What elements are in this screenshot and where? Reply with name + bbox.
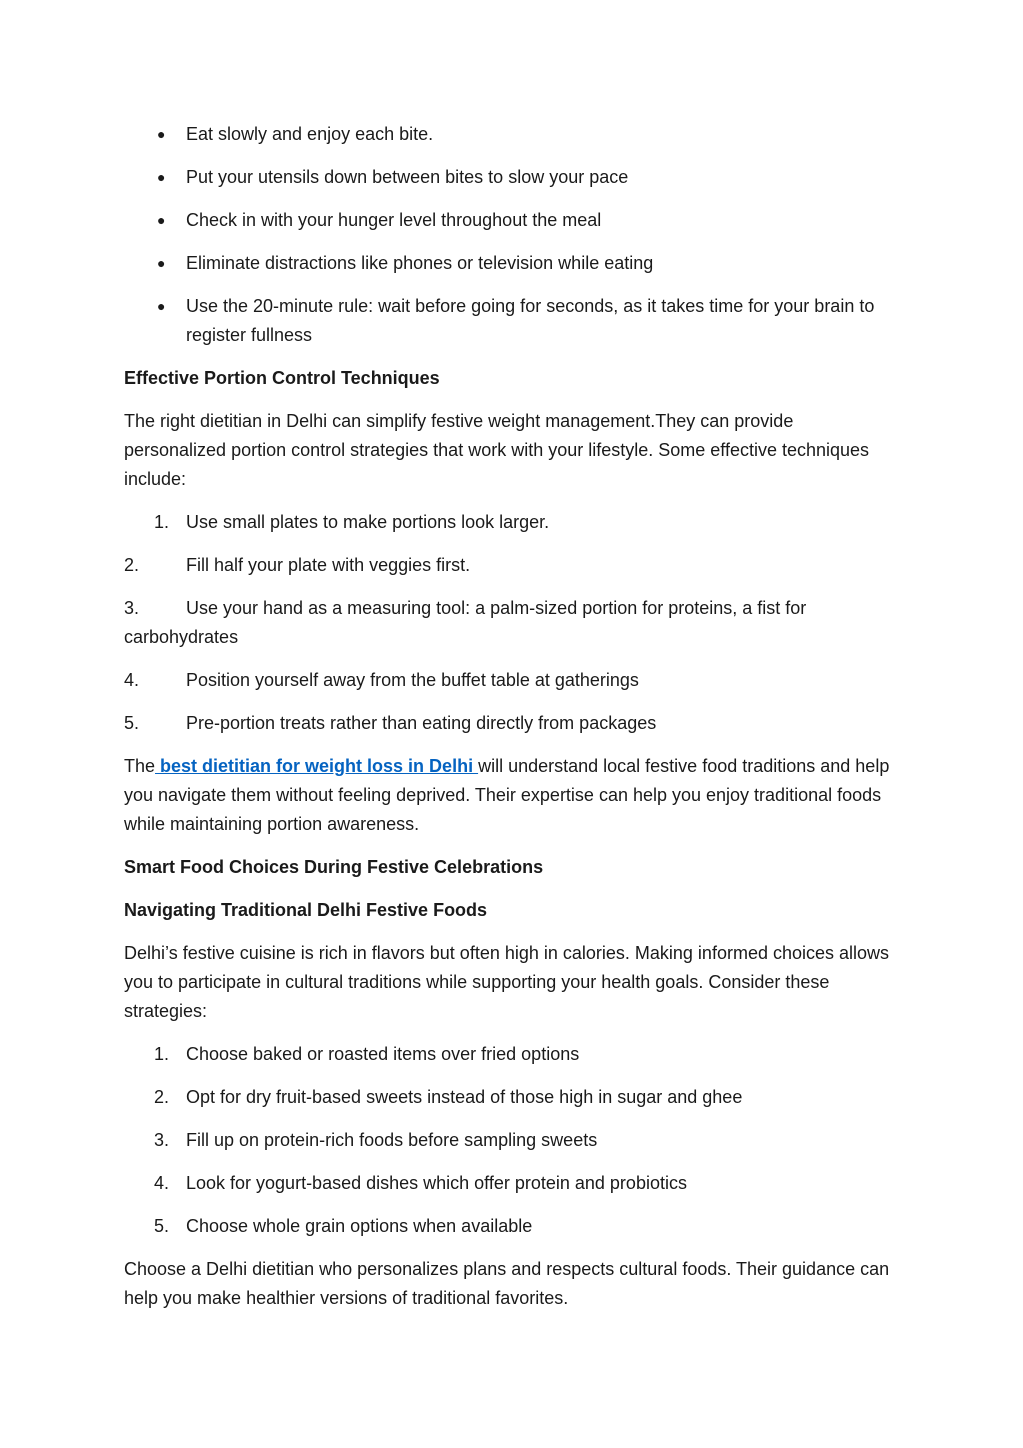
list-item: [124, 1169, 894, 1198]
list-item-text: Fill up on protein-rich foods before sampling sweets: [186, 1130, 598, 1150]
bullet-icon: ●: [157, 212, 166, 228]
link-paragraph: [124, 752, 894, 839]
list-item-text: Choose whole grain options when available: [186, 1216, 533, 1236]
section-heading: Effective Portion Control Techniques: [124, 368, 440, 388]
paragraph-text: The: [124, 756, 156, 776]
list-item-text: Eat slowly and enjoy each bite.: [186, 124, 434, 144]
bullet-icon: ●: [157, 255, 166, 271]
list-number: 4.: [154, 1173, 170, 1193]
list-item: [124, 206, 894, 235]
list-number: 4.: [124, 670, 140, 690]
list-item: [124, 1040, 894, 1069]
list-item: [124, 1212, 894, 1241]
list-item-text: Check in with your hunger level throughout the meal: [186, 210, 602, 230]
list-item-text: Position yourself away from the buffet table at gatherings: [186, 670, 639, 690]
paragraph-text: will understand local festive food traditions and help you navigate them without feeling deprived. Their expertise can help you enjoy traditional foods while maintaining portion awareness.: [124, 756, 890, 834]
list-item-text: Use your hand as a measuring tool: a palm-sized portion for proteins, a fist for carbohydrates: [124, 598, 807, 647]
list-item-text: Opt for dry fruit-based sweets instead of those high in sugar and ghee: [186, 1087, 743, 1107]
closing-paragraph: Choose a Delhi dietitian who personalizes plans and respects cultural foods. Their guidance can help you make healthier versions of traditional favorites.: [124, 1259, 890, 1308]
dietitian-link[interactable]: best dietitian for weight loss in Delhi: [155, 756, 479, 776]
list-number: 3.: [154, 1130, 170, 1150]
list-number: 3.: [124, 598, 140, 618]
list-number: 2.: [124, 555, 140, 575]
list-item: [124, 120, 894, 149]
list-item: [124, 1126, 894, 1155]
section-subheading: Navigating Traditional Delhi Festive Foods: [124, 900, 488, 920]
list-item-text: Fill half your plate with veggies first.: [186, 555, 471, 575]
list-number: 2.: [154, 1087, 170, 1107]
bullet-icon: ●: [157, 169, 166, 185]
tabbed-item: [124, 551, 894, 580]
tabbed-item: [124, 594, 894, 652]
list-number: 5.: [154, 1216, 170, 1236]
list-item-text: Put your utensils down between bites to slow your pace: [186, 167, 629, 187]
list-item: [124, 1083, 894, 1112]
list-item-text: Look for yogurt-based dishes which offer protein and probiotics: [186, 1173, 687, 1193]
tabbed-item: [124, 666, 894, 695]
list-item-text: Pre-portion treats rather than eating directly from packages: [186, 713, 657, 733]
list-number: 5.: [124, 713, 140, 733]
list-item-text: Choose baked or roasted items over fried options: [186, 1044, 580, 1064]
list-item: [124, 163, 894, 192]
tabbed-item: [124, 709, 894, 738]
list-item-text: Use small plates to make portions look larger.: [186, 512, 550, 532]
list-item: [124, 292, 894, 350]
portion-list-first: [124, 508, 894, 537]
list-item: [124, 508, 894, 537]
section-intro: Delhi’s festive cuisine is rich in flavors but often high in calories. Making informed choices allows you to participate in cultural traditions while supporting your health goals. Consider these strategies:: [124, 943, 890, 1021]
section-heading: Smart Food Choices During Festive Celebrations: [124, 857, 544, 877]
list-item-text: Eliminate distractions like phones or television while eating: [186, 253, 654, 273]
bullet-icon: ●: [157, 298, 166, 314]
list-number: 1.: [154, 512, 170, 532]
section-intro: The right dietitian in Delhi can simplify festive weight management.They can provide personalized portion control strategies that work with your lifestyle. Some effective techniques include:: [124, 411, 870, 489]
food-choices-list: [124, 1040, 894, 1241]
list-item: [124, 249, 894, 278]
list-number: 1.: [154, 1044, 170, 1064]
document-content: [124, 120, 894, 1327]
bullet-icon: ●: [157, 126, 166, 142]
mindful-eating-list: [124, 120, 894, 350]
list-item-text: Use the 20-minute rule: wait before going for seconds, as it takes time for your brain to register fullness: [186, 296, 875, 345]
